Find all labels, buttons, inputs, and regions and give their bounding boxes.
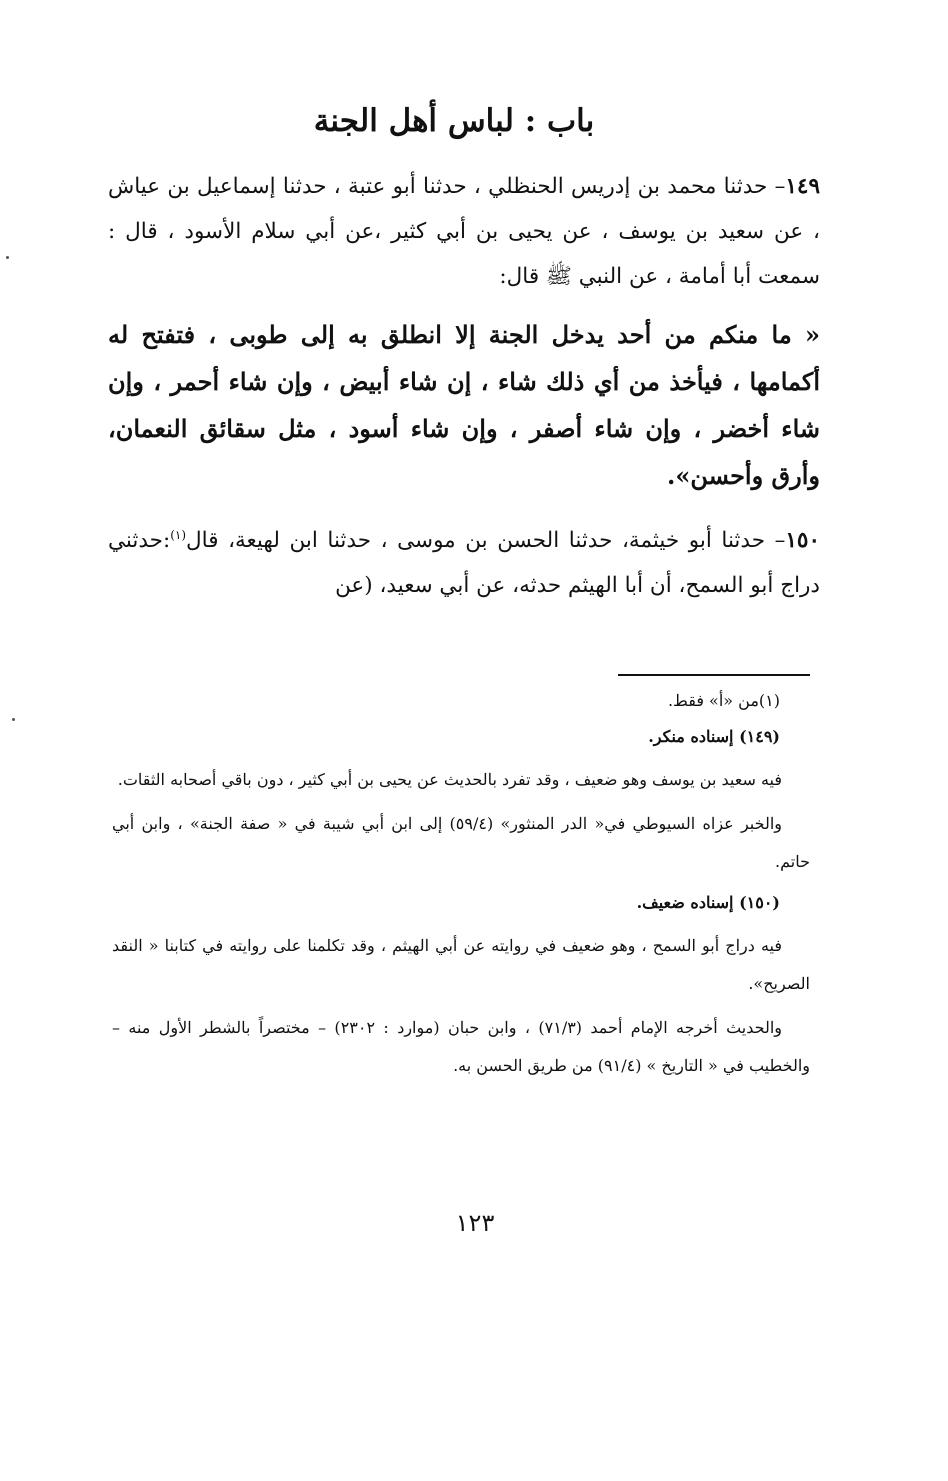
scan-speck: [12, 718, 15, 721]
note-149-heading: (١٤٩) إسناده منكر.: [648, 727, 780, 746]
note-149-para-2: والخبر عزاه السيوطي في« الدر المنثور» (٥٩/٤) إلى ابن أبي شيبة في « صفة الجنة» ، وابن أبي حاتم.: [112, 814, 810, 871]
scan-speck: [6, 256, 9, 259]
hadith-149-isnad: [108, 164, 820, 299]
page-number: ١٢٣: [455, 1209, 495, 1237]
hadith-150-number: ١٥٠: [785, 528, 820, 554]
hadith-149-isnad-text: – حدثنا محمد بن إدريس الحنظلي ، حدثنا أبو عتبة ، حدثنا إسماعيل بن عياش ، عن سعيد بن يوسف ، عن يحيى بن أبي كثير ،عن أبي سلام الأسود ، قال : سمعت أبا أمامة ، عن النبي ﷺ قال:: [108, 174, 820, 289]
note-150-para-1: فيه دراج أبو السمح ، وهو ضعيف في روايته عن أبي الهيثم ، وقد تكلمنا على روايته في كتابنا « النقد الصريح».: [112, 936, 810, 993]
note-150-heading: (١٥٠) إسناده ضعيف.: [636, 893, 780, 912]
main-text: [108, 96, 820, 608]
footnote-separator: [618, 674, 810, 676]
footnote-ref-1: (١): [170, 528, 187, 542]
hadith-149-matn: « ما منكم من أحد يدخل الجنة إلا انطلق به إلى طوبى ، فتفتح له أكمامها ، فيأخذ من أي ذلك شاء ، إن شاء أبيض ، وإن شاء أحمر ، وإن شاء أخضر ، وإن شاء أصفر ، وإن شاء أسود ، مثل سقائق النعمان، وأرق وأحسن».: [108, 320, 820, 490]
hadith-150-text-a: – حدثنا أبو خيثمة، حدثنا الحسن بن موسى ، حدثنا ابن لهيعة، قال: [186, 528, 786, 554]
footnote-1: (١)من «أ» فقط.: [667, 691, 780, 710]
chapter-title: باب : لباس أهل الجنة: [313, 103, 595, 139]
hadith-150-text: [108, 513, 820, 608]
hadith-150-text-b: :حدثني دراج أبو السمح، أن أبا الهيثم حدثه، عن أبي سعيد، (عن: [108, 528, 820, 599]
footnotes: [112, 683, 810, 1089]
hadith-149-number: ١٤٩: [785, 174, 820, 199]
note-149-para-1: فيه سعيد بن يوسف وهو ضعيف ، وقد تفرد بالحديث عن يحيى بن أبي كثير ، دون باقي أصحابه الثقات.: [117, 770, 782, 789]
note-150-para-2: والحديث أخرجه الإمام أحمد (٧١/٣) ، وابن حبان (موارد : ٢٣٠٢) – مختصراً بالشطر الأول منه – والخطيب في « التاريخ » (٩١/٤) من طريق الحسن به.: [112, 1018, 810, 1075]
